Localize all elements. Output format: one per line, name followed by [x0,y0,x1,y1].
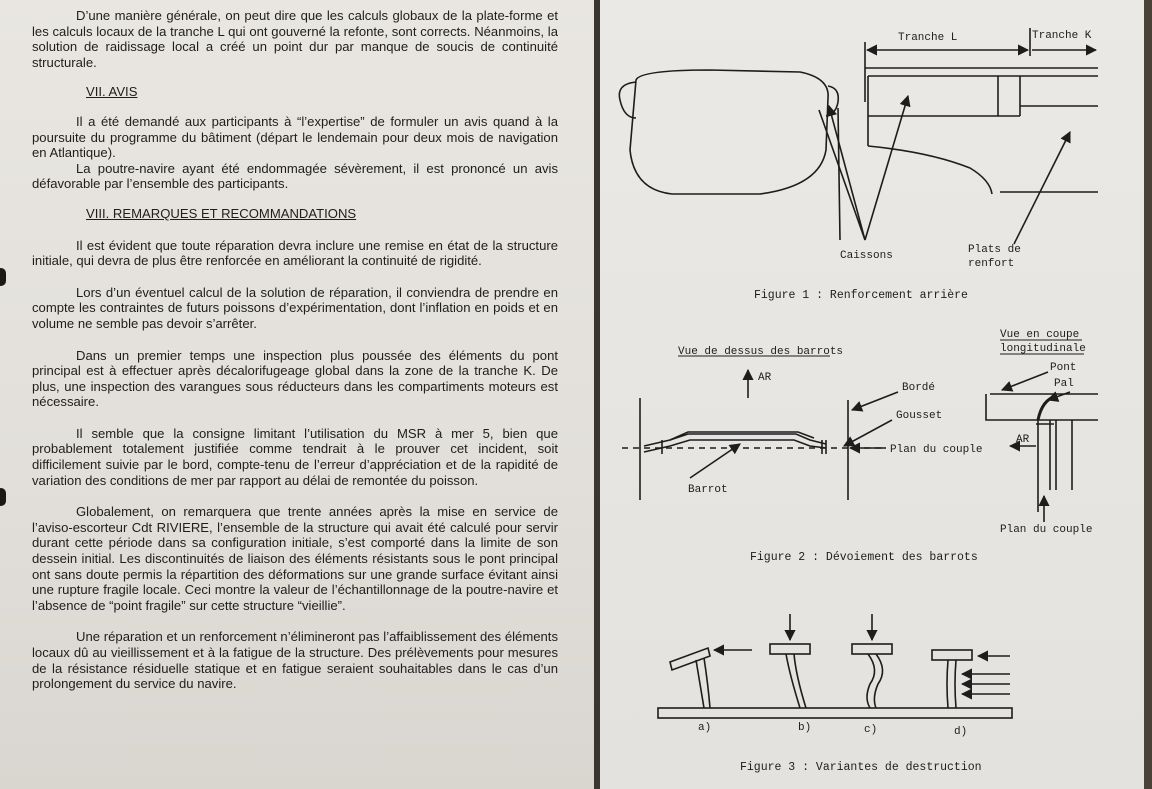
label-plats-de: Plats de [968,244,1021,256]
label-renfort: renfort [968,258,1015,270]
paragraph: Il a été demandé aux participants à “l’expertise” de formuler un avis quand à la poursuite du programme du bâtiment (départ le lendemain pour deux mois de navigation en Atlantique). [32,113,558,161]
label-vue-dessus: Vue de dessus des barrots [678,346,844,358]
caption-figure-1: Figure 1 : Renforcement arrière [754,289,968,302]
label-tranche-k: Tranche K [1032,30,1092,42]
label-variant-c: c) [864,724,878,736]
paragraph: La poutre-navire ayant été endommagée sévèrement, il est prononcé un avis défavorable par l’ensemble des participants. [32,160,558,192]
paragraph: Il est évident que toute réparation devra inclure une remise en état de la structure initiale, qui devra de plus être renforcée en améliorant la continuité de rigidité. [32,237,558,269]
label-ar-top: AR [758,372,772,384]
label-ar-right: AR [1016,434,1030,446]
label-tranche-l: Tranche L [898,32,958,44]
page-edge [1144,0,1152,789]
label-borde: Bordé [902,382,936,394]
label-variant-b: b) [798,722,812,734]
label-gousset: Gousset [896,410,943,422]
label-variant-a: a) [698,722,712,734]
figure-1-drawing [619,28,1098,244]
paragraph: Une réparation et un renforcement n’élimineront pas l’affaiblissement des éléments locaux dû au vieillissement et à la fatigue de la structure. Des prélèvements pour mesures de la résistance résiduelle statique et en fatigue seraient souhaitables dans le cas d’un prolongement du service du navire. [32,629,558,692]
figure-3-drawing [658,614,1012,718]
binding-hole [0,488,6,506]
right-page [600,0,1144,789]
paragraph: Il semble que la consigne limitant l’utilisation du MSR à mer 5, bien que probablement totalement justifiée comme tendrait à le prouver cet incident, soit difficilement suivie par le bord, compte-tenu de l’erreur d’appréciation et de la rapidité de variation des conditions de mer par rapport au délai de remontée du poisson. [32,425,558,488]
paragraph: D’une manière générale, on peut dire que les calculs globaux de la plate-forme et les calculs locaux de la tranche L qui ont gouverné la refonte, sont corrects. Néanmoins, la solution de raidissage local a créé un point dur par manque de soucis de continuité structurale. [32,8,558,70]
paragraph: Dans un premier temps une inspection plus poussée des éléments du pont principal est à effectuer après décalorifugeage global dans la zone de la tranche K. De plus, une inspection des varangues sous réducteurs dans les compartiments moteurs est nécessaire. [32,347,558,410]
label-longitudinale: longitudinale [1000,343,1086,355]
hull-section [630,70,828,194]
binding-hole [0,268,6,286]
label-caissons: Caissons [840,250,893,262]
caption-figure-3: Figure 3 : Variantes de destruction [740,761,982,774]
label-pal: Pal [1054,378,1074,390]
paragraph: Globalement, on remarquera que trente années après la mise en service de l’aviso-escorteur Cdt RIVIERE, l’ensemble de la structure qui avait été calculé pour servir durant cette période dans sa configuration initiale, s’est comporté dans la limite de son dessein initial. Les discontinuités de liaison des éléments résistants sous le pont principal ont sans doute permis la répartition des déformations sur une grande surface évitant ainsi une rupture fragile locale. Ceci montre la valeur de l’échantillonnage de la poutre-navire et l’absence de “point fragile” sur cette structure “vieillie”. [32,504,558,613]
caption-figure-2: Figure 2 : Dévoiement des barrots [750,551,978,564]
section-heading-remarques: VIII. REMARQUES ET RECOMMANDATIONS [86,205,357,221]
label-vue-coupe: Vue en coupe [1000,329,1080,341]
label-variant-d: d) [954,726,968,738]
paragraph: Lors d’un éventuel calcul de la solution de réparation, il conviendra de prendre en compte les contraintes de futurs poissons d’expérimentation, dont l’inflation en poids et en volume ne semble pas devoir s’arrêter. [32,284,558,331]
section-heading-avis: VII. AVIS [86,84,138,100]
label-plan-couple-2: Plan du couple [1000,524,1093,536]
label-barrot: Barrot [688,484,728,496]
label-pont: Pont [1050,362,1077,374]
figures-sheet [600,0,1144,789]
report-text [32,8,558,692]
label-plan-couple-1: Plan du couple [890,444,983,456]
